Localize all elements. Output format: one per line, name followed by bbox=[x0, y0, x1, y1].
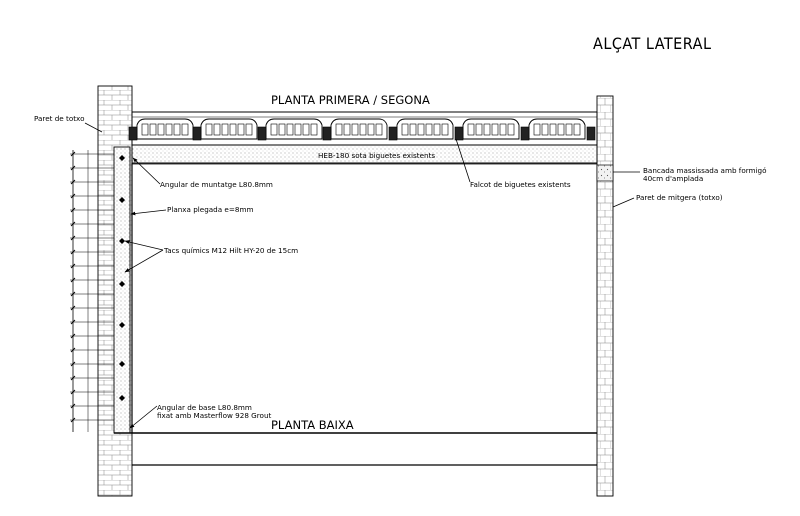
party-wall-label: Paret de mitgera (totxo) bbox=[636, 193, 723, 202]
vault-cell bbox=[442, 124, 448, 135]
folded-plate bbox=[114, 147, 130, 433]
vault-cell bbox=[410, 124, 416, 135]
vault-cell bbox=[492, 124, 498, 135]
brick-wall-label: Paret de totxo bbox=[34, 114, 85, 123]
vault-cell bbox=[566, 124, 572, 135]
vault-cell bbox=[508, 124, 514, 135]
vault-cell bbox=[295, 124, 301, 135]
assembly-angle-label: Angular de muntatge L80.8mm bbox=[160, 180, 273, 189]
party-wall-leader bbox=[613, 198, 634, 207]
base-angle-leader bbox=[130, 406, 157, 428]
joist-head bbox=[193, 127, 201, 140]
vault-cell bbox=[418, 124, 424, 135]
chemical-anchors-label: Tacs químics M12 Hilt HY-20 de 15cm bbox=[164, 246, 299, 255]
vault-cell bbox=[434, 124, 440, 135]
vault-cell bbox=[376, 124, 382, 135]
beam-label: HEB-180 sota biguetes existents bbox=[318, 151, 436, 160]
vault-cell bbox=[206, 124, 212, 135]
floor-slab bbox=[129, 112, 597, 145]
vault-cell bbox=[279, 124, 285, 135]
vault-cell bbox=[542, 124, 548, 135]
vault-cell bbox=[500, 124, 506, 135]
vault-cell bbox=[344, 124, 350, 135]
level-upper: PLANTA PRIMERA / SEGONA bbox=[271, 93, 430, 107]
vault-cell bbox=[182, 124, 188, 135]
vault-cell bbox=[402, 124, 408, 135]
right-party-wall bbox=[597, 96, 613, 496]
vault-cell bbox=[550, 124, 556, 135]
drawing-title: ALÇAT LATERAL bbox=[593, 34, 712, 53]
vault-cell bbox=[158, 124, 164, 135]
vault-cell bbox=[142, 124, 148, 135]
vault-cell bbox=[246, 124, 252, 135]
concrete-bench bbox=[597, 165, 613, 181]
vault-cell bbox=[150, 124, 156, 135]
vault-cell bbox=[230, 124, 236, 135]
base-angle-label-1: Angular de base L80.8mm bbox=[157, 403, 252, 412]
vault-cell bbox=[352, 124, 358, 135]
vault-cell bbox=[287, 124, 293, 135]
wedge-label: Falcot de biguetes existents bbox=[470, 180, 571, 189]
joist-head bbox=[587, 127, 595, 140]
vault-cell bbox=[468, 124, 474, 135]
vault-cell bbox=[368, 124, 374, 135]
vault-cell bbox=[174, 124, 180, 135]
vault-cell bbox=[360, 124, 366, 135]
vault-cell bbox=[534, 124, 540, 135]
bench-label-2: 40cm d'amplada bbox=[643, 174, 704, 183]
vault-cell bbox=[222, 124, 228, 135]
vault-cell bbox=[303, 124, 309, 135]
vault-cell bbox=[271, 124, 277, 135]
joist-head bbox=[258, 127, 266, 140]
joist-head bbox=[455, 127, 463, 140]
folded-plate-leader bbox=[131, 210, 166, 214]
vault-cell bbox=[311, 124, 317, 135]
joist-head bbox=[521, 127, 529, 140]
level-lower: PLANTA BAIXA bbox=[271, 418, 354, 432]
vault-cell bbox=[558, 124, 564, 135]
vault-cell bbox=[336, 124, 342, 135]
vault-cell bbox=[214, 124, 220, 135]
vault-cell bbox=[484, 124, 490, 135]
bench-label-1: Bancada massissada amb formigó bbox=[643, 166, 767, 175]
vault-cell bbox=[426, 124, 432, 135]
joist-head bbox=[389, 127, 397, 140]
base-angle-label-2: fixat amb Masterflow 928 Grout bbox=[157, 411, 272, 420]
vault-cell bbox=[574, 124, 580, 135]
joist-head bbox=[323, 127, 331, 140]
vault-cell bbox=[238, 124, 244, 135]
vault-cell bbox=[166, 124, 172, 135]
vault-cell bbox=[476, 124, 482, 135]
folded-plate-label: Planxa plegada e=8mm bbox=[167, 205, 254, 214]
joist-head bbox=[129, 127, 137, 140]
